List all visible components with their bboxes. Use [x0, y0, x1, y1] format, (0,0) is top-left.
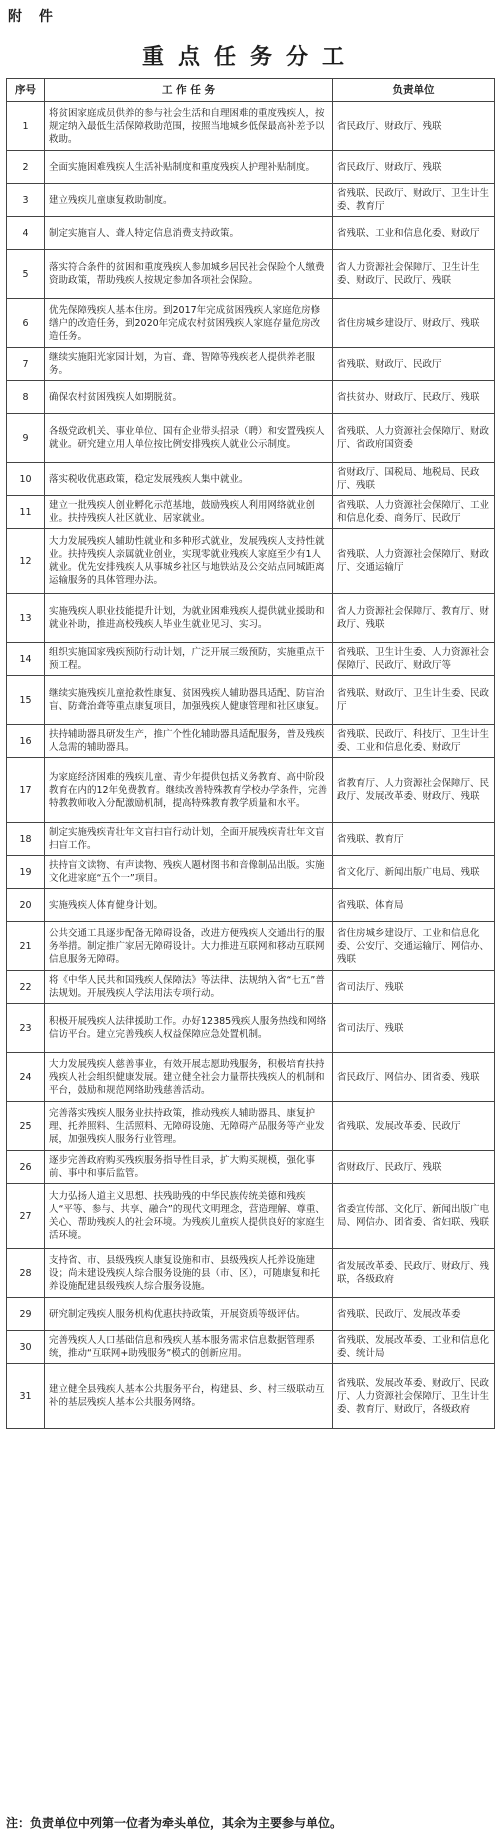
row-task: 实施残疾人体育健身计划。 [45, 889, 333, 922]
row-task: 为家庭经济困难的残疾儿童、青少年提供包括义务教育、高中阶段教育在内的12年免费教育。继续改善特殊教育学校办学条件，完善特教教师收入分配激励机制，提高特殊教育教学质量和水平。 [45, 758, 333, 823]
row-number: 14 [7, 643, 45, 676]
row-task: 将《中华人民共和国残疾人保障法》等法律、法规纳入省“七五”普法规划。开展残疾人学法用法专项行动。 [45, 971, 333, 1004]
row-units: 省教育厅、人力资源社会保障厅、民政厅、发展改革委、财政厅、残联 [333, 758, 495, 823]
table-row [7, 381, 495, 414]
row-number: 11 [7, 496, 45, 529]
row-task: 组织实施国家残疾预防行动计划，广泛开展三级预防，实施重点干预工程。 [45, 643, 333, 676]
row-number: 19 [7, 856, 45, 889]
table-row [7, 971, 495, 1004]
task-division-table [6, 78, 495, 1429]
row-units: 省人力资源社会保障厅、教育厅、财政厅、残联 [333, 594, 495, 643]
row-number: 3 [7, 184, 45, 217]
row-task: 建立健全县残疾人基本公共服务平台，构建县、乡、村三级联动互补的基层残疾人基本公共服务网络。 [45, 1364, 333, 1429]
table-row [7, 250, 495, 299]
row-units: 省发展改革委、民政厅、财政厅、残联，各级政府 [333, 1249, 495, 1298]
table-row [7, 1151, 495, 1184]
row-number: 22 [7, 971, 45, 1004]
table-row [7, 725, 495, 758]
row-task: 大力发展残疾人慈善事业，有效开展志愿助残服务，积极培育扶持残疾人社会组织健康发展。建立健全社会力量帮扶残疾人的机制和平台，鼓励和规范网络助残慈善活动。 [45, 1053, 333, 1102]
row-task: 积极开展残疾人法律援助工作。办好12385残疾人服务热线和网络信访平台。建立完善残疾人权益保障应急处置机制。 [45, 1004, 333, 1053]
table-row [7, 1298, 495, 1331]
row-number: 17 [7, 758, 45, 823]
row-number: 27 [7, 1184, 45, 1249]
row-number: 15 [7, 676, 45, 725]
row-units: 省残联、教育厅 [333, 823, 495, 856]
row-task: 全面实施困难残疾人生活补贴制度和重度残疾人护理补贴制度。 [45, 151, 333, 184]
row-task: 建立残疾儿童康复救助制度。 [45, 184, 333, 217]
table-row [7, 889, 495, 922]
row-number: 13 [7, 594, 45, 643]
column-header-number: 序号 [7, 79, 45, 102]
table-row [7, 299, 495, 348]
row-number: 2 [7, 151, 45, 184]
row-task: 完善残疾人人口基础信息和残疾人基本服务需求信息数据管理系统，推动“互联网+助残服务”模式的创新应用。 [45, 1331, 333, 1364]
row-task: 实施残疾人职业技能提升计划，为就业困难残疾人提供就业援助和就业补助，推进高校残疾人毕业生就业见习、实习。 [45, 594, 333, 643]
row-number: 8 [7, 381, 45, 414]
column-header-task: 工 作 任 务 [45, 79, 333, 102]
row-units: 省残联、财政厅、民政厅 [333, 348, 495, 381]
row-number: 12 [7, 529, 45, 594]
row-units: 省文化厅、新闻出版广电局、残联 [333, 856, 495, 889]
row-task: 研究制定残疾人服务机构优惠扶持政策，开展资质等级评估。 [45, 1298, 333, 1331]
row-task: 制定实施残疾青壮年文盲扫盲行动计划，全面开展残疾青壮年文盲扫盲工作。 [45, 823, 333, 856]
row-number: 1 [7, 102, 45, 151]
row-units: 省残联、工业和信息化委、财政厅 [333, 217, 495, 250]
row-task: 支持省、市、县级残疾人康复设施和市、县级残疾人托养设施建设；尚未建设残疾人综合服务设施的县（市、区），可随康复和托养设施配建县级残疾人综合服务设施。 [45, 1249, 333, 1298]
table-row [7, 758, 495, 823]
row-number: 28 [7, 1249, 45, 1298]
column-header-units: 负责单位 [333, 79, 495, 102]
row-units: 省财政厅、民政厅、残联 [333, 1151, 495, 1184]
table-row [7, 348, 495, 381]
table-row [7, 151, 495, 184]
row-task: 继续实施阳光家园计划，为盲、聋、智障等残疾老人提供养老服务。 [45, 348, 333, 381]
row-number: 9 [7, 414, 45, 463]
page-title: 重点任务分工 [141, 44, 358, 70]
row-units: 省残联、民政厅、发展改革委 [333, 1298, 495, 1331]
table-body [7, 102, 495, 1429]
row-task: 完善落实残疾人服务业扶持政策，推动残疾人辅助器具、康复护理、托养照料、生活照料、无障碍设施、无障碍产品服务等产业发展，加强残疾人服务行业管理。 [45, 1102, 333, 1151]
row-units: 省残联、民政厅、科技厅、卫生计生委、工业和信息化委、财政厅 [333, 725, 495, 758]
table-header-row [7, 79, 495, 102]
row-units: 省残联、民政厅、财政厅、卫生计生委、教育厅 [333, 184, 495, 217]
table-row [7, 1249, 495, 1298]
row-task: 扶持盲文读物、有声读物、残疾人题材图书和音像制品出版。实施文化进家庭“五个一”项目。 [45, 856, 333, 889]
row-units: 省民政厅、财政厅、残联 [333, 151, 495, 184]
row-task: 建立一批残疾人创业孵化示范基地，鼓励残疾人利用网络就业创业。扶持残疾人社区就业、居家就业。 [45, 496, 333, 529]
table-row [7, 1053, 495, 1102]
row-units: 省残联、发展改革委、民政厅 [333, 1102, 495, 1151]
row-number: 21 [7, 922, 45, 971]
row-task: 大力发展残疾人辅助性就业和多种形式就业，发展残疾人支持性就业。扶持残疾人亲属就业创业，实现零就业残疾人家庭至少有1人就业。优先安排残疾人从事城乡社区与地铁站及公交站点同城距离运输服务的具体管理办法。 [45, 529, 333, 594]
table-row [7, 1331, 495, 1364]
row-task: 落实税收优惠政策，稳定发展残疾人集中就业。 [45, 463, 333, 496]
attachment-label: 附 件 [8, 9, 59, 25]
table-row [7, 529, 495, 594]
table-row [7, 643, 495, 676]
row-units: 省财政厅、国税局、地税局、民政厅、残联 [333, 463, 495, 496]
row-units: 省人力资源社会保障厅、卫生计生委、财政厅、民政厅、残联 [333, 250, 495, 299]
row-number: 23 [7, 1004, 45, 1053]
table-row [7, 922, 495, 971]
table-row [7, 496, 495, 529]
row-number: 16 [7, 725, 45, 758]
row-number: 24 [7, 1053, 45, 1102]
row-task: 扶持辅助器具研发生产，推广个性化辅助器具适配服务，普及残疾人急需的辅助器具。 [45, 725, 333, 758]
row-number: 5 [7, 250, 45, 299]
row-task: 各级党政机关、事业单位、国有企业带头招录（聘）和安置残疾人就业。研究建立用人单位按比例安排残疾人就业公示制度。 [45, 414, 333, 463]
row-task: 大力弘扬人道主义思想、扶残助残的中华民族传统美德和残疾人“平等、参与、共享、融合”的现代文明理念，营造理解、尊重、关心、帮助残疾人的社会环境。为残疾儿童疾人提供良好的家庭生活环境。 [45, 1184, 333, 1249]
row-task: 公共交通工具逐步配备无障碍设备，改进方便残疾人交通出行的服务举措。制定推广家居无障碍设计。大力推进互联网和移动互联网信息服务无障碍。 [45, 922, 333, 971]
row-number: 20 [7, 889, 45, 922]
table-row [7, 594, 495, 643]
row-units: 省残联、人力资源社会保障厅、财政厅、省政府国资委 [333, 414, 495, 463]
row-number: 29 [7, 1298, 45, 1331]
row-units: 省委宣传部、文化厅、新闻出版广电局、网信办、团省委、省妇联、残联 [333, 1184, 495, 1249]
table-row [7, 217, 495, 250]
row-units: 省残联、卫生计生委、人力资源社会保障厅、民政厅、财政厅等 [333, 643, 495, 676]
row-number: 7 [7, 348, 45, 381]
table-row [7, 102, 495, 151]
table-row [7, 1004, 495, 1053]
row-units: 省残联、体育局 [333, 889, 495, 922]
table-row [7, 823, 495, 856]
row-number: 25 [7, 1102, 45, 1151]
row-units: 省民政厅、财政厅、残联 [333, 102, 495, 151]
table-row [7, 1102, 495, 1151]
table-row [7, 1364, 495, 1429]
row-units: 省残联、人力资源社会保障厅、工业和信息化委、商务厅、民政厅 [333, 496, 495, 529]
table-row [7, 676, 495, 725]
row-number: 30 [7, 1331, 45, 1364]
table-row [7, 463, 495, 496]
row-units: 省民政厅、网信办、团省委、残联 [333, 1053, 495, 1102]
row-units: 省残联、人力资源社会保障厅、财政厅、交通运输厅 [333, 529, 495, 594]
table-row [7, 414, 495, 463]
row-units: 省残联、发展改革委、工业和信息化委、统计局 [333, 1331, 495, 1364]
row-task: 继续实施残疾儿童抢救性康复、贫困残疾人辅助器具适配、防盲治盲、防聋治聋等重点康复项目，加强残疾人健康管理和社区康复。 [45, 676, 333, 725]
row-units: 省司法厅、残联 [333, 971, 495, 1004]
table-row [7, 856, 495, 889]
row-number: 18 [7, 823, 45, 856]
row-task: 将贫困家庭成员供养的参与社会生活和自理困难的重度残疾人，按规定纳入最低生活保障救助范围，按照当地城乡低保最高补差予以救助。 [45, 102, 333, 151]
footnote: 注：负责单位中列第一位者为牵头单位，其余为主要参与单位。 [6, 1816, 343, 1830]
row-task: 确保农村贫困残疾人如期脱贫。 [45, 381, 333, 414]
row-task: 逐步完善政府购买残疾服务指导性目录，扩大购买规模，强化事前、事中和事后监管。 [45, 1151, 333, 1184]
table-row [7, 1184, 495, 1249]
table-row [7, 184, 495, 217]
row-number: 6 [7, 299, 45, 348]
row-units: 省残联、发展改革委、财政厅、民政厅、人力资源社会保障厅、卫生计生委、教育厅、财政厅，各级政府 [333, 1364, 495, 1429]
row-units: 省住房城乡建设厅、工业和信息化委、公安厅、交通运输厅、网信办、残联 [333, 922, 495, 971]
row-task: 制定实施盲人、聋人特定信息消费支持政策。 [45, 217, 333, 250]
row-task: 优先保障残疾人基本住房。到2017年完成贫困残疾人家庭危房修缮户的改造任务，到2020年完成农村贫困残疾人家庭存量危房改造任务。 [45, 299, 333, 348]
row-task: 落实符合条件的贫困和重度残疾人参加城乡居民社会保险个人缴费资助政策，帮助残疾人按规定参加各项社会保险。 [45, 250, 333, 299]
row-number: 4 [7, 217, 45, 250]
row-units: 省扶贫办、财政厅、民政厅、残联 [333, 381, 495, 414]
row-units: 省残联、财政厅、卫生计生委、民政厅 [333, 676, 495, 725]
row-number: 10 [7, 463, 45, 496]
row-units: 省住房城乡建设厅、财政厅、残联 [333, 299, 495, 348]
row-number: 26 [7, 1151, 45, 1184]
row-number: 31 [7, 1364, 45, 1429]
row-units: 省司法厅、残联 [333, 1004, 495, 1053]
